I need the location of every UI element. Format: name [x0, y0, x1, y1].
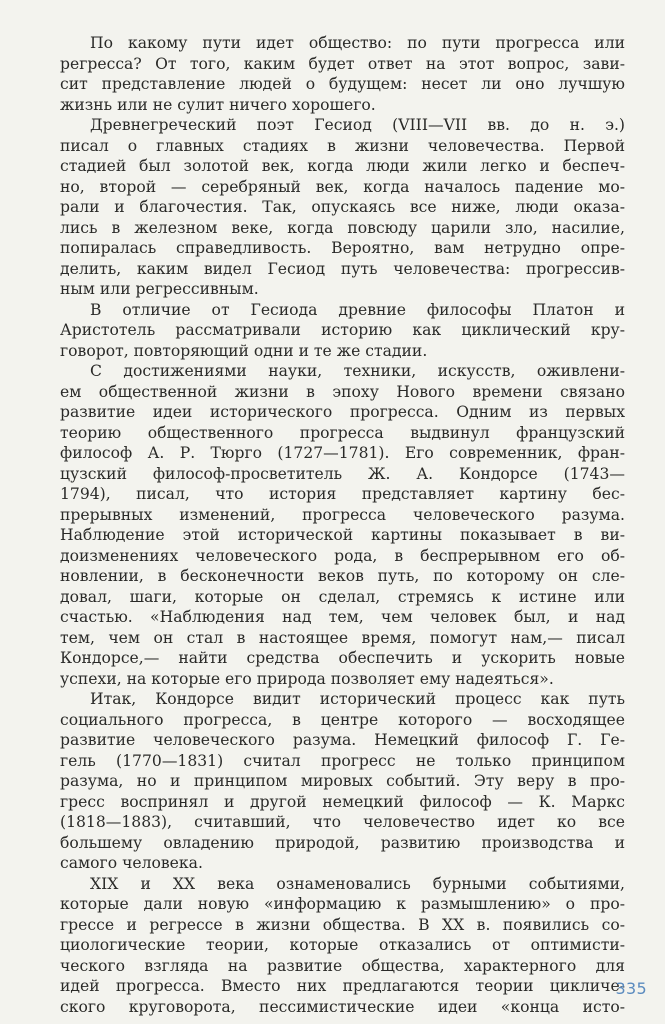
text-line: новлении, в бесконечности веков путь, по которому он сле-: [60, 567, 625, 585]
text-line: ческого взгляда на развитие общества, характерного для: [60, 956, 625, 975]
text-line: лись в железном веке, когда повсюду царили зло, насилие,: [60, 218, 625, 237]
text-line: (1818—1883), считавший, что человечество идет ко все: [60, 813, 625, 831]
text-line: 1794), писал, что история представляет картину бес-: [60, 485, 625, 503]
text-line: делить, каким видел Гесиод путь человечества: прогрессив-: [60, 259, 625, 278]
text-line: счастью. «Наблюдения над тем, чем человек был, и над: [60, 608, 625, 626]
text-line: XIX и XX века ознаменовались бурными событиями,: [90, 874, 625, 893]
text-line: В отличие от Гесиода древние философы Платон и: [90, 300, 625, 319]
text-line: ным или регрессивным.: [60, 280, 259, 298]
text-line: довал, шаги, которые он сделал, стремясь к истине или: [60, 587, 625, 606]
text-line: циологические теории, которые отказались от оптимисти-: [60, 936, 625, 954]
body-text: [60, 33, 625, 1017]
text-line: самого человека.: [60, 854, 203, 872]
text-line: но, второй — серебряный век, когда началось падение мо-: [60, 177, 625, 196]
text-line: Древнегреческий поэт Гесиод (VIII—VII вв. до н. э.): [90, 116, 625, 134]
text-line: ского круговорота, пессимистические идеи «конца исто-: [60, 997, 625, 1016]
text-line: Итак, Кондорсе видит исторический процесс как путь: [90, 690, 625, 708]
text-line: разума, но и принципом мировых событий. Эту веру в про-: [60, 772, 625, 790]
text-line: которые дали новую «информацию к размышлению» о про-: [60, 895, 625, 913]
text-line: тем, чем он стал в настоящее время, помогут нам,— писал: [60, 628, 625, 647]
text-line: По какому пути идет общество: по пути прогресса или: [90, 34, 625, 52]
text-line: цузский философ-просветитель Ж. А. Кондорсе (1743—: [60, 464, 625, 483]
text-line: успехи, на которые его природа позволяет ему надеяться».: [60, 669, 554, 688]
text-line: регресса? От того, каким будет ответ на этот вопрос, зави-: [60, 54, 625, 73]
text-line: писал о главных стадиях в жизни человечества. Первой: [60, 136, 625, 155]
text-line: идей прогресса. Вместо них предлагаются теории цикличе-: [60, 977, 625, 995]
text-line: рали и благочестия. Так, опускаясь все ниже, люди оказа-: [60, 198, 625, 216]
text-line: доизменениях человеческого рода, в беспрерывном его об-: [60, 546, 625, 565]
text-line: Кондорсе,— найти средства обеспечить и ускорить новые: [60, 649, 625, 667]
text-line: социального прогресса, в центре которого — восходящее: [60, 710, 625, 729]
page-number: 335: [615, 979, 647, 998]
text-line: гель (1770—1831) считал прогресс не только принципом: [60, 751, 625, 770]
text-line: стадией был золотой век, когда люди жили легко и беспеч-: [60, 157, 625, 175]
text-line: прерывных изменений, прогресса человеческого разума.: [60, 505, 625, 524]
text-line: говорот, повторяющий одни и те же стадии.: [60, 341, 428, 360]
text-line: Аристотель рассматривали историю как циклический кру-: [60, 321, 625, 339]
text-line: ем общественной жизни в эпоху Нового времени связано: [60, 382, 625, 401]
text-line: Наблюдение этой исторической картины показывает в ви-: [60, 526, 625, 544]
text-line: большему овладению природой, развитию производства и: [60, 833, 625, 852]
text-line: развитие человеческого разума. Немецкий философ Г. Ге-: [60, 731, 625, 749]
text-line: развитие идеи исторического прогресса. Одним из первых: [60, 403, 625, 421]
text-line: попиралась справедливость. Вероятно, вам нетрудно опре-: [60, 239, 625, 257]
text-line: жизнь или не сулит ничего хорошего.: [60, 95, 376, 114]
text-line: гресс воспринял и другой немецкий философ — К. Маркс: [60, 792, 625, 811]
text-line: теорию общественного прогресса выдвинул французский: [60, 423, 625, 442]
text-line: С достижениями науки, техники, искусств, оживлени-: [90, 362, 625, 380]
text-line: философ А. Р. Тюрго (1727—1781). Его современник, фран-: [60, 444, 625, 462]
text-line: грессе и регрессе в жизни общества. В XX в. появились со-: [60, 915, 625, 934]
text-line: сит представление людей о будущем: несет ли оно лучшую: [60, 75, 625, 93]
